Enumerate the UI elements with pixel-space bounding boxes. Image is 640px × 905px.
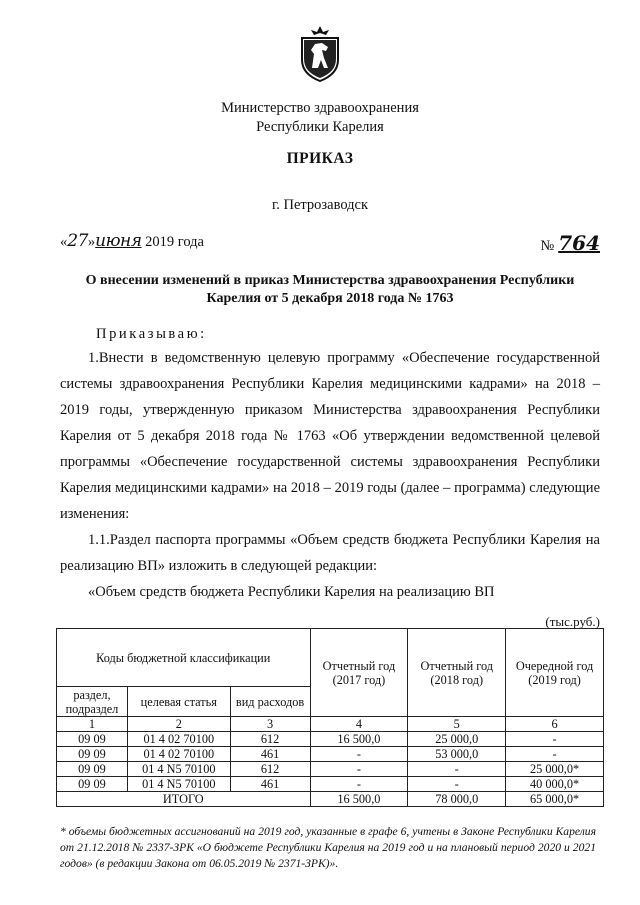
cell-2019: 40 000,0* [506,777,604,792]
order-date [60,231,204,251]
table-row [57,762,604,777]
footnote: * объемы бюджетных ассигнований на 2019 год, указанные в графе 6, учтены в Законе Республики Карелия от 21.12.2018 № 2337-ЗРК «О бюджете Республики Карелия на 2019 год и на плановый период 2020 и 2021 годов» (в редакции Закона от 06.05.2019 № 2371-ЗРК)». [60,825,596,870]
total-2018: 78 000,0 [408,792,506,807]
ministry-line-2: Республики Карелия [256,119,384,135]
order-number [540,231,600,255]
paragraph-item-1-1: 1.1.Раздел паспорта программы «Объем средств бюджета Республики Карелия на реализацию ВП» изложить в следующей редакции: [60,532,600,574]
cell-2019: 25 000,0* [506,762,604,777]
total-2017: 16 500,0 [310,792,408,807]
header-budget-codes: Коды бюджетной классификации [57,629,311,687]
table-row [57,747,604,762]
document-type: ПРИКАЗ [286,150,354,167]
order-word: Приказываю: [96,326,207,342]
cell-kind: 612 [230,762,310,777]
cell-article: 01 4 02 70100 [127,747,230,762]
col-number: 4 [310,717,408,732]
date-month: июня [95,231,142,251]
date-close-quote: » [87,234,96,250]
cell-2017: - [310,777,408,792]
order-number-label: № [540,238,555,254]
col-number: 3 [230,717,310,732]
cell-kind: 612 [230,732,310,747]
order-number-value: 764 [558,231,600,255]
cell-section: 09 09 [57,747,128,762]
total-label: ИТОГО [57,792,311,807]
cell-section: 09 09 [57,762,128,777]
date-number-row [60,231,600,255]
header-2018: Отчетный год (2018 год) [408,629,506,717]
header-article: целевая статья [127,687,230,717]
col-number: 2 [127,717,230,732]
cell-article: 01 4 N5 70100 [127,762,230,777]
cell-kind: 461 [230,777,310,792]
col-number: 1 [57,717,128,732]
total-2019: 65 000,0* [506,792,604,807]
cell-2017: - [310,747,408,762]
header-2019: Очередной год (2019 год) [506,629,604,717]
quote-title: «Объем средств бюджета Республики Карелия на реализацию ВП [88,584,495,600]
city: г. Петрозаводск [271,197,369,213]
table-header-row [57,629,604,687]
table-row [57,777,604,792]
cell-2018: 25 000,0 [408,732,506,747]
date-year: 2019 года [145,234,204,250]
cell-2019: - [506,747,604,762]
cell-2018: - [408,762,506,777]
cell-kind: 461 [230,747,310,762]
units-label: (тыс.руб.) [545,614,600,629]
col-number: 6 [506,717,604,732]
cell-2019: - [506,732,604,747]
paragraph-item-1: 1.Внести в ведомственную целевую программу «Обеспечение государственной системы здравоохранения Республики Карелия медицинскими кадрами» на 2018 – 2019 годы, утвержденную приказом Министерства здравоохранения Республики Карелия от 5 декабря 2018 года № 1763 «Об утверждении ведомственной целевой программы «Обеспечение государственной системы здравоохранения Республики Карелия медицинскими кадрами» на 2018 – 2019 годы (далее – программа) следующие изменения: [60,350,600,522]
date-open-quote: « [60,234,68,250]
order-subject: О внесении изменений в приказ Министерства здравоохранения Республики Карелия от 5 декабря 2018 года № 1763 [85,273,575,306]
cell-section: 09 09 [57,777,128,792]
karelia-coat-of-arms-icon [298,26,342,82]
col-number: 5 [408,717,506,732]
header-section: раздел, подраздел [57,687,128,717]
date-day: 27 [67,231,88,251]
cell-section: 09 09 [57,732,128,747]
ministry-line-1: Министерство здравоохранения [221,100,419,116]
header-2017: Отчетный год (2017 год) [310,629,408,717]
cell-2018: - [408,777,506,792]
header-kind: вид расходов [230,687,310,717]
cell-2018: 53 000,0 [408,747,506,762]
cell-article: 01 4 02 70100 [127,732,230,747]
budget-table [56,628,604,807]
table-row [57,732,604,747]
cell-article: 01 4 N5 70100 [127,777,230,792]
table-column-numbers [57,717,604,732]
cell-2017: - [310,762,408,777]
table-total-row [57,792,604,807]
ministry-name [0,99,640,137]
cell-2017: 16 500,0 [310,732,408,747]
